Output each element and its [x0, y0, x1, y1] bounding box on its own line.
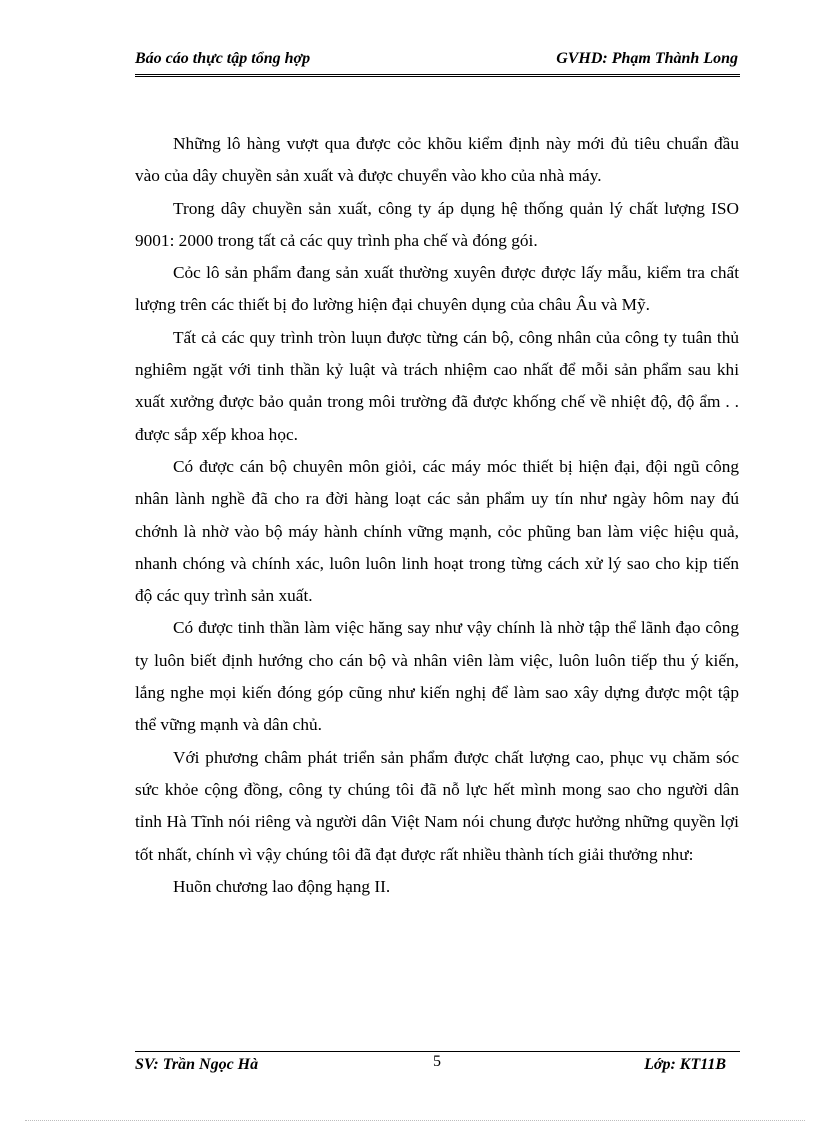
paragraph: Huõn chương lao động hạng II. — [173, 876, 391, 896]
report-title: Báo cáo thực tập tổng hợp — [135, 50, 311, 67]
page-bottom-divider — [25, 1120, 805, 1121]
class-name: Lớp: KT11B — [644, 1056, 726, 1073]
page-number: 5 — [433, 1053, 441, 1070]
paragraph: Trong dây chuyền sản xuất, công ty áp dụng hệ thống quản lý chất lượng ISO 9001: 2000 trong tất cả các quy trình pha chế và đóng gói. — [135, 198, 739, 250]
paragraph: Có được tinh thần làm việc hăng say như vậy chính là nhờ tập thể lãnh đạo công ty luôn biết định hướng cho cán bộ và nhân viên làm việc, luôn luôn tiếp thu ý kiến, lắng nghe mọi kiến đóng góp cũng như kiến nghị để làm sao xây dựng được một tập thể vững mạnh và dân chủ. — [135, 618, 739, 735]
paragraph: Có được cán bộ chuyên môn giỏi, các máy móc thiết bị hiện đại, đội ngũ công nhân lành nghề đã cho ra đời hàng loạt các sản phẩm uy tín như ngày hôm nay đú chớnh là nhờ vào bộ máy hành chính vững mạnh, cỏc phũng ban làm việc hiệu quả, nhanh chóng và chính xác, luôn luôn linh hoạt trong từng cách xử lý sao cho kịp tiến độ các quy trình sản xuất. — [135, 456, 739, 606]
paragraph: Tất cả các quy trình tròn luụn được từng cán bộ, công nhân của công ty tuân thủ nghiêm ngặt với tinh thần kỷ luật và trách nhiệm cao nhất để mỗi sản phẩm sau khi xuất xưởng được bảo quản trong môi trường đã được khống chế về nhiệt độ, độ ẩm . . được sắp xếp khoa học. — [135, 327, 739, 444]
student-name: SV: Trần Ngọc Hà — [135, 1056, 259, 1073]
page-header — [135, 46, 740, 77]
paragraph: Những lô hàng vượt qua được cỏc khõu kiểm định này mới đủ tiêu chuẩn đầu vào của dây chuyền sản xuất và được chuyển vào kho của nhà máy. — [135, 134, 739, 186]
paragraph: Cỏc lô sản phẩm đang sản xuất thường xuyên được được lấy mẫu, kiểm tra chất lượng trên các thiết bị đo lường hiện đại chuyên dụng của châu Âu và Mỹ. — [135, 263, 739, 315]
body-text — [135, 128, 739, 903]
page-footer — [135, 1051, 740, 1082]
supervisor-name: GVHD: Phạm Thành Long — [556, 50, 738, 67]
paragraph: Với phương châm phát triển sản phẩm được chất lượng cao, phục vụ chăm sóc sức khỏe cộng đồng, công ty chúng tôi đã nỗ lực hết mình mong sao cho người dân tỉnh Hà Tĩnh nói riêng và người dân Việt Nam nói chung được hưởng những quyền lợi tốt nhất, chính vì vậy chúng tôi đã đạt được rất nhiều thành tích giải thưởng như: — [135, 747, 739, 864]
